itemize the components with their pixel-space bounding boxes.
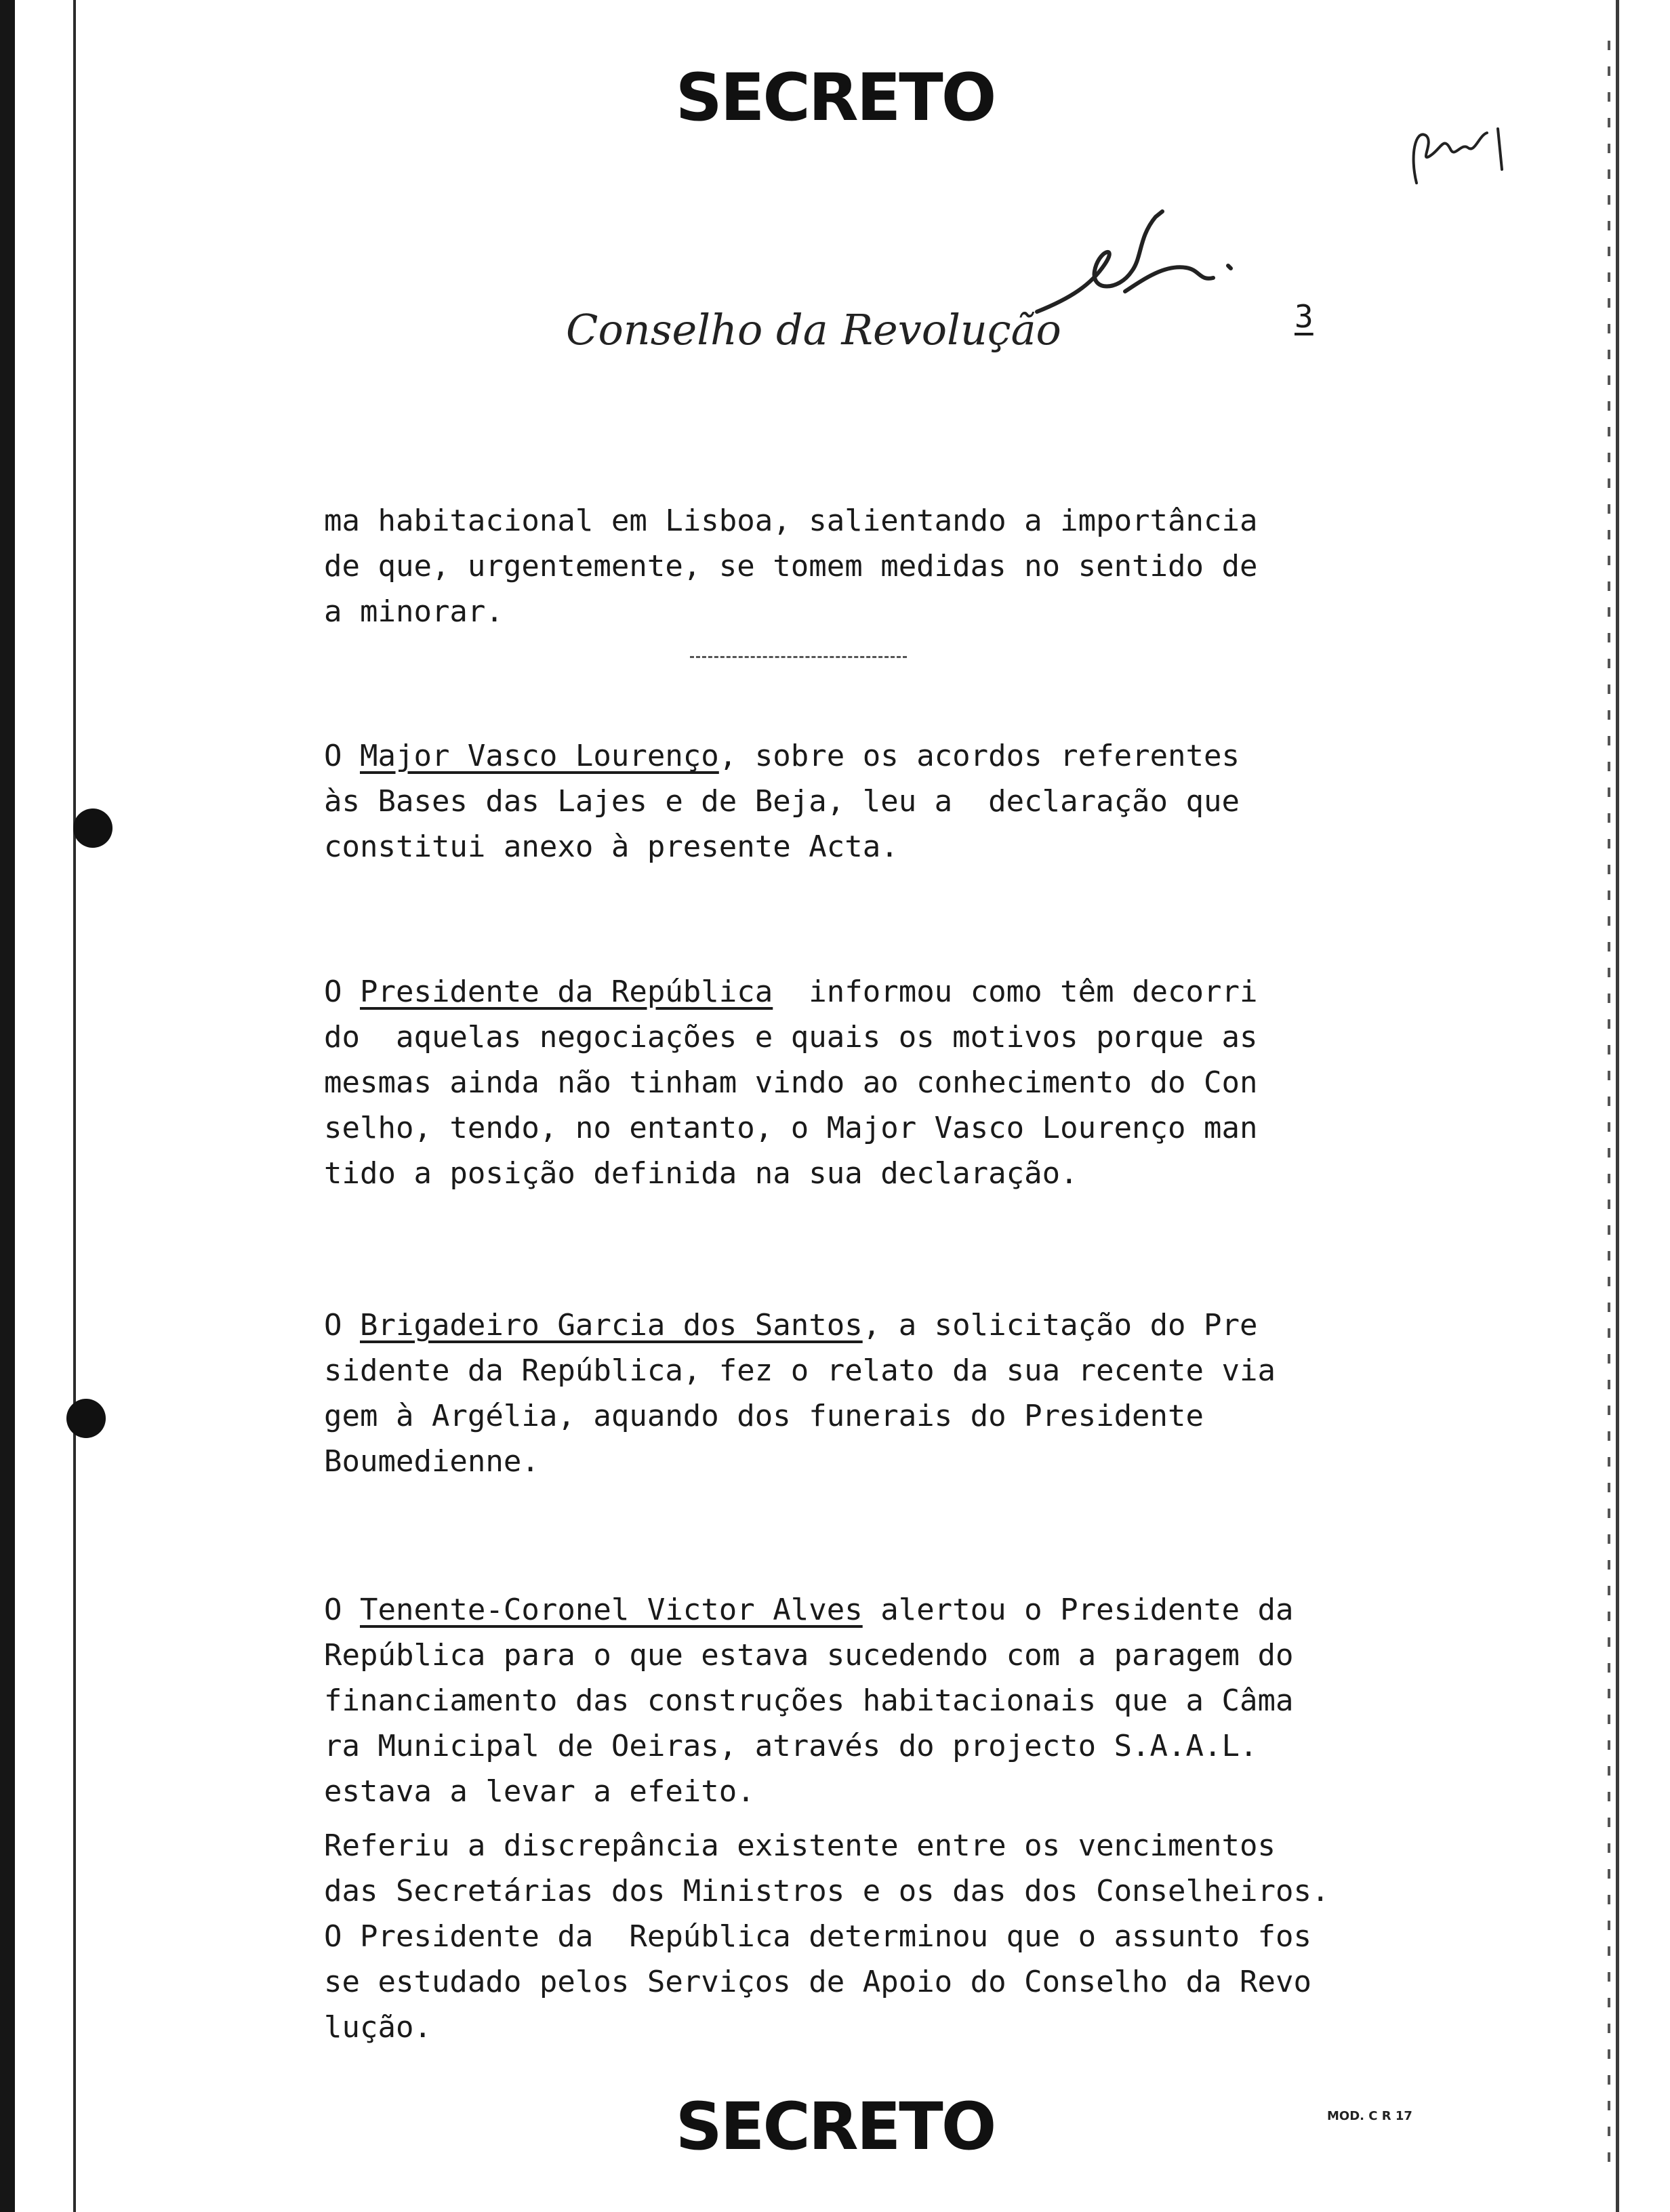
binder-edge: [0, 0, 15, 2212]
text-line: [324, 1823, 1368, 1868]
text-line: [324, 969, 1368, 1015]
signature: [1030, 203, 1247, 325]
paragraph: [324, 498, 1368, 634]
text-line: [324, 1868, 1368, 1914]
text-segment: ra Municipal de Oeiras, através do projecto S.A.A.L.: [324, 1729, 1258, 1763]
section-divider: [690, 656, 907, 658]
punch-hole: [66, 1399, 106, 1438]
text-segment: O: [324, 1593, 360, 1627]
text-line: [324, 1060, 1368, 1105]
text-segment: gem à Argélia, aquando dos funerais do Presidente: [324, 1399, 1204, 1433]
text-line: [324, 1105, 1368, 1151]
text-segment: sidente da República, fez o relato da sua recente via: [324, 1353, 1276, 1388]
text-line: [324, 1769, 1368, 1814]
text-segment: constitui anexo à presente Acta.: [324, 830, 899, 864]
form-model-code: MOD. C R 17: [1327, 2109, 1412, 2123]
paragraph: [324, 1303, 1368, 1484]
text-line: [324, 779, 1368, 824]
text-line: [324, 2005, 1368, 2050]
text-line: [324, 1633, 1368, 1678]
paragraph: [324, 733, 1368, 869]
paragraph: [324, 1587, 1368, 1814]
text-segment: informou como têm decorri: [773, 975, 1258, 1009]
classification-stamp-bottom: SECRETO: [675, 2089, 995, 2165]
text-segment: O: [324, 1308, 360, 1343]
text-segment: mesmas ainda não tinham vindo ao conhecimento do Con: [324, 1065, 1258, 1100]
text-line: [324, 544, 1368, 589]
text-segment: , sobre os acordos referentes: [718, 739, 1240, 773]
text-segment: a minorar.: [324, 594, 504, 629]
text-segment: Boumedienne.: [324, 1444, 539, 1479]
paragraph: [324, 1823, 1368, 2050]
text-line: [324, 1393, 1368, 1439]
text-segment: selho, tendo, no entanto, o Major Vasco Lourenço man: [324, 1111, 1258, 1145]
underlined-name: Major Vasco Lourenço: [359, 739, 719, 773]
text-segment: financiamento das construções habitacionais que a Câma: [324, 1683, 1294, 1718]
text-line: [324, 1151, 1368, 1196]
classification-stamp-top: SECRETO: [675, 60, 995, 136]
text-line: [324, 824, 1368, 869]
text-line: [324, 1914, 1368, 1959]
letterhead: Conselho da Revolução: [566, 305, 1061, 354]
text-line: [324, 1348, 1368, 1393]
text-segment: lução.: [324, 2010, 432, 2045]
text-line: [324, 1678, 1368, 1723]
margin-line: [73, 0, 76, 2212]
text-segment: Referiu a discrepância existente entre os vencimentos: [324, 1828, 1276, 1863]
page-number: 3: [1295, 298, 1313, 335]
page-edge: [1616, 0, 1619, 2212]
punch-hole: [73, 808, 113, 848]
underlined-name: Tenente-Coronel Victor Alves: [359, 1593, 863, 1627]
text-line: [324, 589, 1368, 634]
text-segment: de que, urgentemente, se tomem medidas no sentido de: [324, 549, 1258, 583]
text-segment: das Secretárias dos Ministros e os das dos Conselheiros.: [324, 1874, 1330, 1908]
page-edge-shadow: [1608, 41, 1610, 2175]
text-line: [324, 1015, 1368, 1060]
text-line: [324, 1439, 1368, 1484]
text-segment: alertou o Presidente da: [862, 1593, 1294, 1627]
text-segment: estava a levar a efeito.: [324, 1774, 755, 1809]
text-line: [324, 1587, 1368, 1633]
text-segment: , a solicitação do Pre: [862, 1308, 1258, 1343]
underlined-name: Brigadeiro Garcia dos Santos: [359, 1308, 863, 1343]
text-segment: se estudado pelos Serviços de Apoio do Conselho da Revo: [324, 1965, 1311, 1999]
text-segment: do aquelas negociações e quais os motivos porque as: [324, 1020, 1258, 1054]
text-segment: O: [324, 739, 360, 773]
text-segment: ma habitacional em Lisboa, salientando a importância: [324, 504, 1258, 538]
paragraph: [324, 969, 1368, 1196]
text-segment: República para o que estava sucedendo com a paragem do: [324, 1638, 1294, 1673]
text-line: [324, 733, 1368, 779]
text-segment: O: [324, 975, 360, 1009]
text-line: [324, 1723, 1368, 1769]
text-line: [324, 1959, 1368, 2005]
text-segment: O Presidente da República determinou que o assunto fos: [324, 1919, 1311, 1954]
handwritten-initials: [1403, 108, 1525, 197]
text-line: [324, 1303, 1368, 1348]
text-line: [324, 498, 1368, 544]
text-segment: tido a posição definida na sua declaração.: [324, 1156, 1078, 1191]
underlined-name: Presidente da República: [359, 975, 773, 1009]
text-segment: às Bases das Lajes e de Beja, leu a declaração que: [324, 784, 1240, 819]
